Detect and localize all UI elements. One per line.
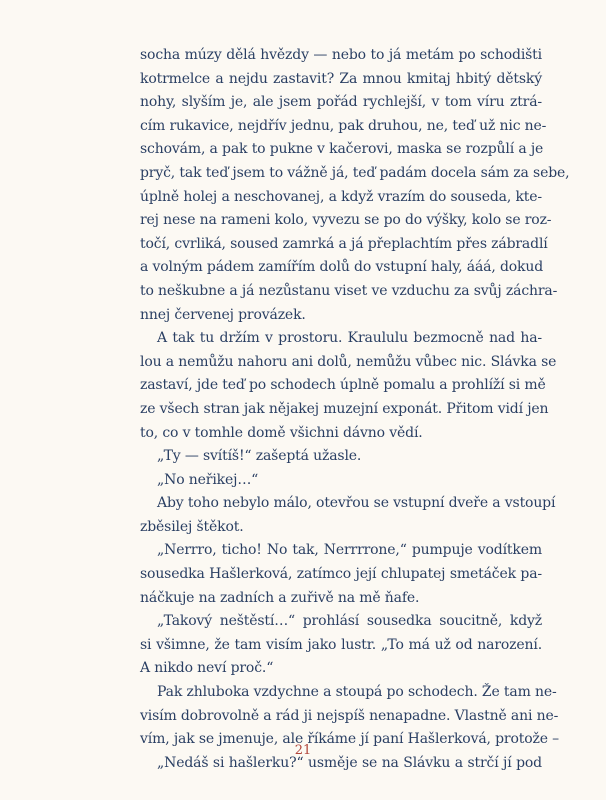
text-line: schovám, a pak to pukne v kačerovi, maska se rozpůlí a je (140, 141, 544, 158)
text-line: sousedka Hašlerková, zatímco její chlupatej smetáček pa- (140, 566, 542, 583)
text-line: „Takový neštěstí…“ prohlásí sousedka soucitně, když (157, 613, 542, 630)
text-line: si všimne, že tam visím jako lustr. „To má už od narození. (140, 636, 542, 653)
text-line: lou a nemůžu nahoru ani dolů, nemůžu vůbec nic. Slávka se (140, 353, 557, 370)
text-line: socha múzy dělá hvězdy — nebo to já metám po schodišti (140, 47, 542, 63)
text-line: rej nese na rameni kolo, vyvezu se po do výšky, kolo se roz- (140, 212, 552, 229)
text-line: zběsilej štěkot. (140, 518, 244, 535)
text-line: nnej červenej provázek. (140, 306, 306, 323)
text-line: visím dobrovolně a rád ji nejspíš nenapadne. Vlastně ani ne- (140, 707, 559, 724)
page-number: 21 (294, 743, 312, 758)
text-line: kotrmelce a nejdu zastavit? Za mnou kmitaj hbitý dětský (140, 70, 542, 87)
text-line: Aby toho nebylo málo, otevřou se vstupní dveře a vstoupí (157, 495, 556, 512)
text-line: „Nerrro, ticho! No tak, Nerrrrone,“ pumpuje vodítkem (157, 542, 542, 559)
text-line: A nikdo neví proč.“ (140, 660, 274, 677)
text-line: ze všech stran jak nějakej muzejní exponát. Přitom vidí jen (140, 400, 549, 417)
text-line: cím rukavice, nejdřív jednu, pak druhou, ne, teď už nic ne- (140, 117, 547, 134)
text-line: náčkuje na zadních a zuřivě na mě ňafe. (140, 589, 420, 606)
text-line: pryč, tak teď jsem to vážně já, teď padám docela sám za sebe, (140, 164, 570, 181)
text-line: a volným pádem zamířím dolů do vstupní haly, ááá, dokud (140, 259, 544, 276)
text-line: „Ty — svítíš!“ zašeptá užasle. (157, 448, 362, 465)
text-line: nohy, slyším je, ale jsem pořád rychlejší, v tom víru ztrá- (140, 94, 542, 111)
text-line: zastaví, jde teď po schodech úplně pomalu a prohlíží si mě (140, 377, 546, 394)
text-line: to neškubne a já nezůstanu viset ve vzduchu za svůj záchra- (140, 282, 558, 299)
text-line: Pak zhluboka vzdychne a stoupá po schodech. Že tam ne- (157, 684, 557, 701)
text-line: „Nedáš si hašlerku?“ usměje se na Slávku a strčí jí pod (157, 754, 542, 771)
text-line: „No neřikej…“ (157, 471, 259, 488)
body-text (140, 44, 570, 775)
text-line: točí, cvrliká, soused zamrká a já přeplachtím přes zábradlí (140, 235, 548, 252)
text-line: to, co v tomhle domě všichni dávno vědí. (140, 424, 423, 441)
text-line: vím, jak se jmenuje, ale říkáme jí paní Hašlerková, protože – (140, 731, 560, 748)
text-line: A tak tu držím v prostoru. Kraululu bezmocně nad ha- (157, 330, 542, 347)
text-line: úplně holej a neschovanej, a když vrazím do souseda, kte- (140, 188, 542, 205)
